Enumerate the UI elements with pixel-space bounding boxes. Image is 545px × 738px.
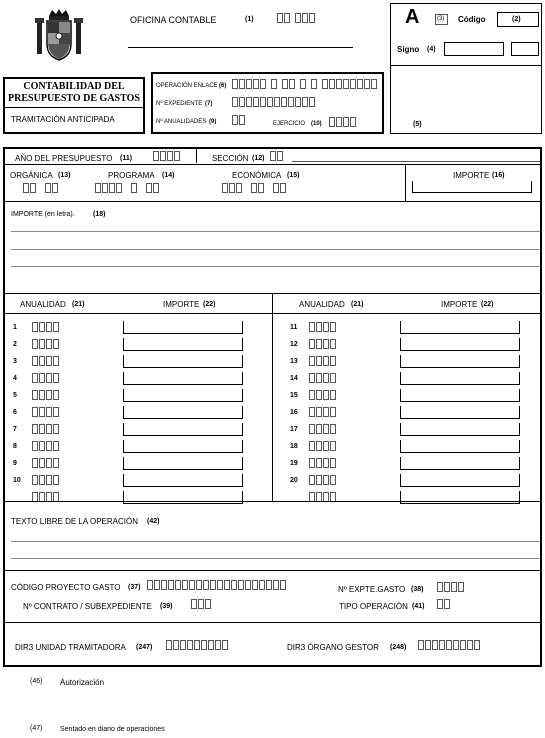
anualidad-year-input[interactable] — [309, 339, 336, 349]
anualidad-year-input[interactable] — [32, 373, 59, 383]
anualidad-importe-input[interactable] — [123, 491, 243, 504]
anualidad-importe-input[interactable] — [123, 474, 243, 487]
expediente-label: Nº EXPEDIENTE — [156, 101, 203, 107]
anualidad-row-number: 19 — [290, 460, 298, 467]
anualidad-year-input[interactable] — [32, 339, 59, 349]
anualidad-importe-input[interactable] — [123, 338, 243, 351]
anualidad-year-input[interactable] — [309, 441, 336, 451]
anualidad-row-number: 17 — [290, 426, 298, 433]
importe-letra-line-3[interactable] — [11, 266, 540, 267]
anualidad-importe-input[interactable] — [400, 423, 520, 436]
anualidad-year-input[interactable] — [32, 322, 59, 332]
anualidad-year-input[interactable] — [32, 441, 59, 451]
anualidad-year-input[interactable] — [32, 407, 59, 417]
expediente-input[interactable] — [232, 97, 315, 107]
anualidad-row-number: 7 — [13, 426, 17, 433]
anualidad-year-input[interactable] — [32, 475, 59, 485]
economica-input[interactable] — [222, 183, 286, 193]
signo-ref: (4) — [427, 46, 436, 53]
anualidad-year-input[interactable] — [309, 373, 336, 383]
anualidad-row-number: 8 — [13, 443, 17, 450]
anualidad-label-left: ANUALIDAD — [20, 300, 66, 309]
anualidad-label-right: ANUALIDAD — [299, 300, 345, 309]
dir3-unidad-input[interactable] — [166, 640, 228, 650]
importe-input[interactable] — [412, 181, 532, 193]
anualidad-row-number: 14 — [290, 375, 298, 382]
oficina-line — [128, 47, 353, 48]
sentado-label: Sentado en diario de operaciones — [60, 726, 165, 733]
anualidad-importe-input[interactable] — [400, 457, 520, 470]
texto-libre-label: TEXTO LIBRE DE LA OPERACIÓN — [11, 517, 138, 526]
anualidad-row-number: 3 — [13, 358, 17, 365]
seccion-input[interactable] — [270, 151, 283, 161]
anualidad-importe-input[interactable] — [400, 355, 520, 368]
codigo-label: Código — [458, 15, 486, 24]
tramitacion-label: TRAMITACIÓN ANTICIPADA — [11, 115, 115, 124]
anualidad-year-input[interactable] — [309, 356, 336, 366]
ejercicio-label: EJERCICIO — [273, 121, 306, 127]
anualidad-year-input[interactable] — [309, 322, 336, 332]
coat-of-arms-icon — [34, 8, 84, 63]
anualidad-importe-input[interactable] — [400, 440, 520, 453]
anualidad-year-input[interactable] — [32, 356, 59, 366]
importe-letra-line-2[interactable] — [11, 249, 540, 250]
anualidad-year-input[interactable] — [309, 458, 336, 468]
texto-libre-line-2[interactable] — [11, 558, 540, 559]
anualidad-importe-input[interactable] — [400, 321, 520, 334]
dir3-organo-label: DIR3 ÓRGANO GESTOR — [287, 643, 379, 652]
autorizacion-ref: (46) — [30, 678, 43, 685]
anualidad-importe-input[interactable] — [400, 406, 520, 419]
anualidad-row-number: 5 — [13, 392, 17, 399]
tipo-operacion-label: TIPO OPERACIÓN — [339, 602, 408, 611]
anualidades-input[interactable] — [232, 115, 245, 125]
economica-label: ECONÓMICA — [232, 171, 282, 180]
anualidad-year-input[interactable] — [32, 390, 59, 400]
anio-input[interactable] — [153, 151, 180, 161]
oficina-input[interactable] — [277, 13, 315, 23]
enlace-input[interactable] — [232, 79, 377, 89]
codigo-ref-box: (3) — [435, 14, 448, 25]
anualidad-importe-input[interactable] — [123, 372, 243, 385]
dir3-organo-input[interactable] — [418, 640, 480, 650]
anualidad-year-input[interactable] — [309, 424, 336, 434]
anualidad-row-number: 2 — [13, 341, 17, 348]
anualidad-importe-input[interactable] — [400, 338, 520, 351]
anualidad-row-number: 18 — [290, 443, 298, 450]
title-line2: PRESUPUESTO DE GASTOS — [8, 93, 140, 104]
anualidad-year-input[interactable] — [32, 424, 59, 434]
anualidad-row-number: 1 — [13, 324, 17, 331]
codigo-input[interactable]: (2) — [497, 12, 539, 27]
organica-label: ORGÁNICA — [10, 171, 53, 180]
sentado-ref: (47) — [30, 725, 43, 732]
anualidades-label: Nº ANUALIDADES — [156, 119, 207, 125]
anualidad-year-input[interactable] — [32, 458, 59, 468]
anualidad-row-number: 9 — [13, 460, 17, 467]
tipo-operacion-input[interactable] — [437, 599, 450, 609]
anualidad-importe-input[interactable] — [123, 389, 243, 402]
title-line1: CONTABILIDAD DEL — [23, 81, 125, 92]
box5-ref: (5) — [413, 121, 422, 128]
programa-label: PROGRAMA — [108, 171, 155, 180]
autorizacion-label: Autorización — [60, 678, 105, 687]
codigo-proyecto-input[interactable] — [147, 580, 286, 590]
anualidad-importe-input[interactable] — [400, 491, 520, 504]
importe-label-left: IMPORTE — [163, 300, 200, 309]
anualidad-importe-input[interactable] — [123, 440, 243, 453]
ejercicio-input[interactable] — [329, 117, 356, 127]
anualidad-row-number: 12 — [290, 341, 298, 348]
anualidad-importe-input[interactable] — [400, 389, 520, 402]
anualidad-row-number: 10 — [13, 477, 21, 484]
texto-libre-line-1[interactable] — [11, 541, 540, 542]
anualidad-year-input[interactable] — [309, 390, 336, 400]
oficina-contable-label: OFICINA CONTABLE — [130, 15, 217, 25]
anualidad-row-number: 4 — [13, 375, 17, 382]
seccion-label: SECCIÓN — [212, 154, 249, 163]
dir3-unidad-label: DIR3 UNIDAD TRAMITADORA — [15, 643, 126, 652]
programa-input[interactable] — [95, 183, 159, 193]
anualidad-year-input[interactable] — [309, 475, 336, 485]
importe-label: IMPORTE — [453, 171, 490, 180]
enlace-label: OPERACIÓN ENLACE — [156, 83, 218, 89]
anualidad-importe-input[interactable] — [400, 372, 520, 385]
codigo-proyecto-label: CÓDIGO PROYECTO GASTO — [11, 583, 121, 592]
anualidad-row-number: 6 — [13, 409, 17, 416]
importe-letra-line-1[interactable] — [11, 231, 540, 232]
anualidad-year-input[interactable] — [309, 407, 336, 417]
anualidad-row-number: 11 — [290, 324, 298, 331]
anio-label: AÑO DEL PRESUPUESTO — [15, 154, 113, 163]
anualidad-row-number: 16 — [290, 409, 298, 416]
oficina-ref: (1) — [245, 16, 254, 23]
anualidad-importe-input[interactable] — [123, 406, 243, 419]
signo-input-2[interactable] — [511, 42, 539, 56]
signo-label: Signo — [397, 45, 420, 54]
expte-gasto-label: Nº EXPTE.GASTO — [338, 585, 406, 594]
expte-gasto-input[interactable] — [437, 582, 464, 592]
contrato-label: Nº CONTRATO / SUBEXPEDIENTE — [23, 602, 152, 611]
importe-letra-label: IMPORTE (en letra). — [11, 211, 75, 218]
anualidad-row-number: 20 — [290, 477, 298, 484]
anualidad-importe-input[interactable] — [123, 355, 243, 368]
anualidad-importe-input[interactable] — [123, 457, 243, 470]
signo-input[interactable] — [444, 42, 504, 56]
anualidad-importe-input[interactable] — [400, 474, 520, 487]
anualidad-importe-input[interactable] — [123, 423, 243, 436]
organica-input[interactable] — [23, 183, 58, 193]
anualidad-row-number: 15 — [290, 392, 298, 399]
anualidad-importe-input[interactable] — [123, 321, 243, 334]
importe-label-right: IMPORTE — [441, 300, 478, 309]
form-letter: A — [405, 6, 420, 28]
contrato-input[interactable] — [191, 599, 211, 609]
anualidad-row-number: 13 — [290, 358, 298, 365]
